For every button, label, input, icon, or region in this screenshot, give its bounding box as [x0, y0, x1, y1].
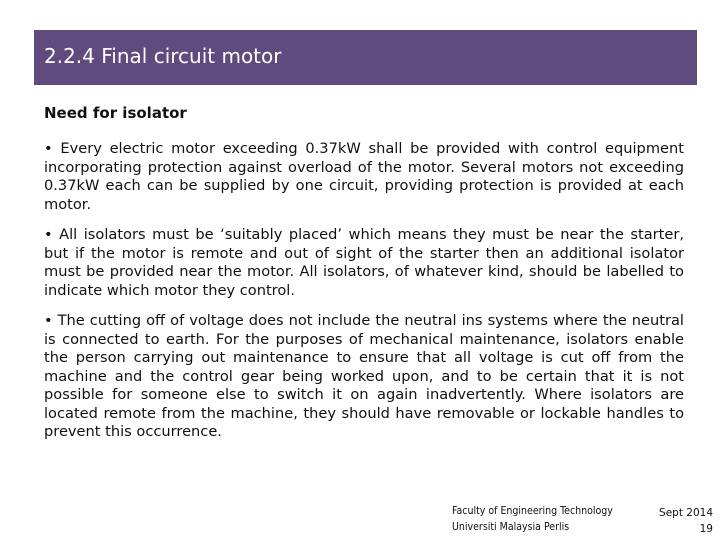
bullet-paragraph-isolator-placement: • All isolators must be ‘suitably placed’ which means they must be near the starter, but if the motor is remote and out of sight of the starter then an additional isolator must be provided near the motor. All isolators, of whatever kind, should be labelled to indicate which motor they control.	[44, 226, 684, 299]
title-bar	[34, 30, 697, 85]
slide-title: 2.2.4 Final circuit motor	[44, 44, 282, 68]
bullet-paragraph-neutral-maintenance: • The cutting off of voltage does not include the neutral ins systems where the neutral is connected to earth. For the purposes of mechanical maintenance, isolators enable the person carrying out maintenance to ensure that all voltage is cut off from the machine and the control gear being worked upon, and to be certain that it is not possible for someone else to switch it on again inadvertently. Where isolators are located remote from the machine, they should have removable or lockable handles to prevent this occurrence.	[44, 312, 684, 440]
footer-date: Sept 2014	[659, 507, 713, 519]
footer-meta	[659, 505, 713, 537]
footer-faculty: Faculty of Engineering Technology	[452, 505, 613, 517]
section-subheading: Need for isolator	[44, 104, 187, 122]
body-text	[44, 140, 684, 454]
footer-university: Universiti Malaysia Perlis	[452, 521, 570, 533]
page-number: 19	[699, 523, 713, 535]
bullet-paragraph-motor-protection: • Every electric motor exceeding 0.37kW shall be provided with control equipment incorporating protection against overload of the motor. Several motors not exceeding 0.37kW each can be supplied by one circuit, providing protection is provided at each motor.	[44, 140, 684, 213]
footer-institution	[452, 503, 613, 535]
